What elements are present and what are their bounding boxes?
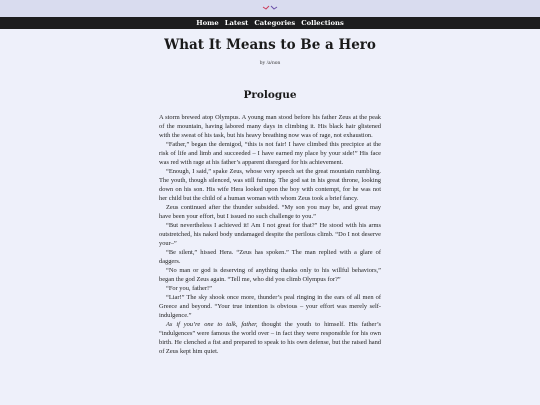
story-body xyxy=(159,113,381,356)
nav-latest-link[interactable]: Latest xyxy=(224,19,249,27)
nav-home-link[interactable]: Home xyxy=(196,19,219,27)
story-paragraph: Zeus continued after the thunder subsided. “My son you may be, and great may have been your effort, but I issued no such challenge to you.” xyxy=(159,204,381,220)
story-paragraph: “But nevertheless I achieved it! Am I not great for that?” He stood with his arms outstretched, his naked body undamaged despite the perilous climb. “Do I not deserve your–” xyxy=(159,222,381,247)
nav-categories-link[interactable]: Categories xyxy=(254,19,296,27)
story-paragraph: “Liar!” The sky shook once more, thunder’s peal ringing in the ears of all men of Greece and beyond. “Your true intention is obvious – your effort was merely self-indulgence.” xyxy=(159,294,381,319)
site-logo-icon[interactable] xyxy=(262,5,278,11)
chapter-heading: Prologue xyxy=(243,89,297,101)
story-paragraph: As if you’re one to talk, father, thought the youth to himself. His father’s “indulgences” were famous the world over – in fact they were responsible for his own birth. He clenched a fist and prepared to speak to his own defense, but the raised hand of Zeus kept him quiet. xyxy=(159,321,381,355)
story-title: What It Means to Be a Hero xyxy=(164,37,376,53)
story-paragraph: “Be silent,” hissed Hera. “Zeus has spoken.” The man replied with a glare of daggers. xyxy=(159,249,381,265)
story-paragraph: “For you, father!” xyxy=(166,285,212,292)
story-paragraph: A storm brewed atop Olympus. A young man stood before his father Zeus at the peak of the mountain, having labored many days in climbing it. His black hair glistened with the sweat of his task, but his heavy breathing now was of rage, not exhaustion. xyxy=(159,114,381,139)
main-nav xyxy=(0,17,540,29)
story-paragraph: “Enough, I said,” spake Zeus, whose very speech set the great mountain rumbling. The youth, though silenced, was still fuming. The god sat in his great throne, looking down on his son. His wife Hera looked upon the boy with contempt, for he was not her child but the child of a human woman with whom Zeus took a brief fancy. xyxy=(159,168,381,202)
story-paragraph: “Father,” began the demigod, “this is not fair! I have climbed this precipice at the risk of life and limb and succeeded – I have earned my place by your side!” His face was red with rage at his father’s apparent disregard for his achievement. xyxy=(159,141,381,166)
story-byline: by /a/non xyxy=(259,60,281,66)
nav-collections-link[interactable]: Collections xyxy=(301,19,344,27)
header-band xyxy=(0,0,540,17)
story-paragraph: “No man or god is deserving of anything thanks only to his willful behaviors,” began the god Zeus again. “Tell me, who did you climb Olympus for?” xyxy=(159,267,381,283)
